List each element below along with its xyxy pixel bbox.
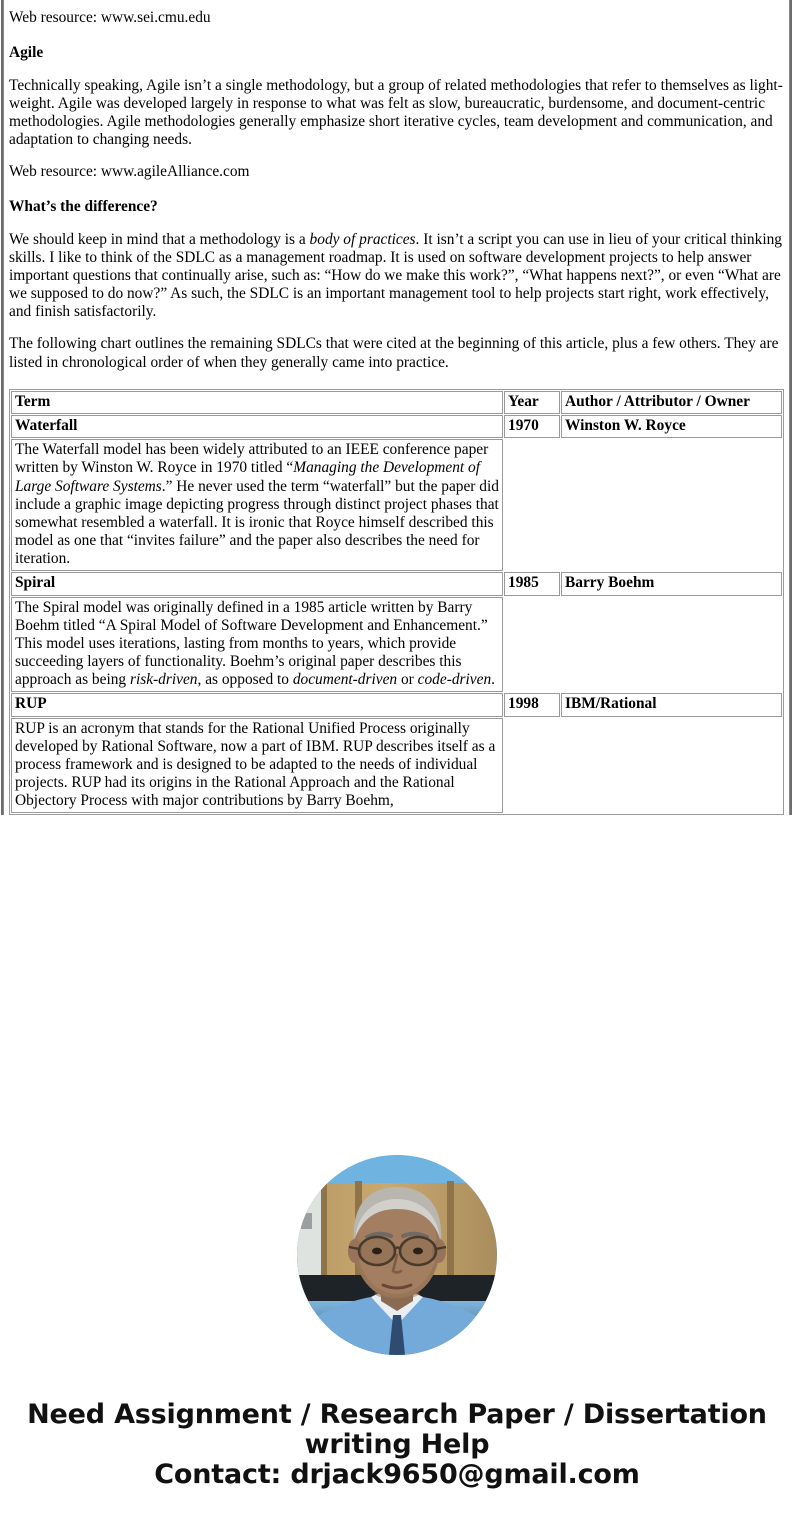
promo-line-3: Contact: drjack9650@gmail.com: [154, 1459, 640, 1491]
text-run: We should keep in mind that a methodology is a: [9, 230, 310, 248]
table-row-description: [11, 597, 782, 693]
promo-line-2: writing Help: [304, 1429, 490, 1461]
promo-line-1: Need Assignment / Research Paper / Dissertation: [27, 1399, 767, 1430]
table-row: [11, 415, 782, 438]
paragraph-web-resource-sei: Web resource: www.sei.cmu.edu: [9, 9, 211, 27]
table-cell-author: IBM/Rational: [561, 693, 782, 716]
table-cell-term: Waterfall: [11, 415, 503, 438]
text-run: The Spiral model was originally defined in a 1985 article written by Barry Boehm titled “A Spiral Model of Software Development and Enhancement.” This model uses iterations, lasting from months to years, which provide succeeding layers of functionality. Boehm’s original paper describes this approach as being: [15, 598, 488, 689]
sdlc-table: [9, 389, 784, 816]
table-row-description: [11, 439, 782, 571]
text-run: . It isn’t a script you can use in lieu of your critical thinking skills. I like to think of the SDLC as a management roadmap. It is used on software development projects to help answer important questions that continually arise, such as: “How do we make this work?”, “What happens next?”, or even “What are we supposed to do now?” As such, the SDLC is an important management tool to help projects start right, work effectively, and finish satisfactorily.: [9, 230, 782, 321]
table-cell-description: RUP is an acronym that stands for the Rational Unified Process originally developed by Rational Software, now a part of IBM. RUP describes itself as a process framework and is designed to be adapted to the needs of individual projects. RUP had its origins in the Rational Approach and the Rational Objectory Process with major contributions by Barry Boehm,: [11, 718, 503, 814]
table-cell-year: 1985: [504, 572, 560, 595]
text-run-italic: risk-driven: [129, 671, 198, 689]
table-cell-description: [11, 597, 503, 693]
text-run: or: [397, 671, 418, 689]
text-run: , as opposed to: [197, 671, 293, 689]
text-run: .: [491, 671, 495, 689]
document-page: [3, 0, 790, 815]
table-cell-term: RUP: [11, 693, 503, 716]
profile-photo-icon: [297, 1155, 497, 1355]
table-row: [11, 693, 782, 716]
table-cell-empty-year: [504, 597, 560, 693]
heading-agile: Agile: [9, 44, 44, 62]
document-frame: [1, 0, 792, 815]
heading-whats-the-difference: What’s the difference?: [9, 198, 158, 216]
table-cell-author: Barry Boehm: [561, 572, 782, 595]
footer-block: [0, 1101, 794, 1523]
table-row: [11, 572, 782, 595]
table-cell-empty-author: [561, 718, 782, 814]
text-run: The Waterfall model has been widely attributed to an IEEE conference paper written by Winston W. Royce in 1970 titled “: [15, 441, 489, 477]
text-run: .” He never used the term “waterfall” but the paper did include a graphic image depicting progress through distinct project phases that somewhat resembled a waterfall. It is ironic that Royce himself described this model as one that “invites failure” and the paper also describes the need for iteration.: [15, 477, 499, 568]
table-header-year: Year: [504, 391, 560, 414]
paragraph-web-resource-agile: Web resource: www.agileAlliance.com: [9, 163, 250, 181]
paragraph-methodology-definition: [9, 231, 784, 322]
table-header-row: [11, 391, 782, 414]
text-run-italic: document-driven: [292, 671, 398, 689]
table-cell-year: 1970: [504, 415, 560, 438]
author-avatar: [297, 1155, 497, 1355]
table-header-term: Term: [11, 391, 503, 414]
paragraph-agile: Technically speaking, Agile isn’t a single methodology, but a group of related methodologies that refer to themselves as light-weight. Agile was developed largely in response to what was felt as slow, bureaucratic, burdensome, and document-centric methodologies. Agile methodologies generally emphasize short iterative cycles, team development and communication, and adaptation to changing needs.: [9, 76, 783, 149]
text-run-italic: body of practices: [309, 230, 416, 248]
text-run-italic: Managing the Development of Large Software Systems: [15, 459, 481, 495]
table-cell-author: Winston W. Royce: [561, 415, 782, 438]
table-cell-description: [11, 439, 503, 571]
table-cell-term: Spiral: [11, 572, 503, 595]
text-run-italic: code-driven: [417, 671, 492, 689]
promo-text: [0, 1400, 794, 1491]
table-row-description: [11, 718, 782, 814]
table-cell-empty-year: [504, 718, 560, 814]
table-cell-empty-author: [561, 439, 782, 571]
table-cell-year: 1998: [504, 693, 560, 716]
table-header-author: Author / Attributor / Owner: [561, 391, 782, 414]
paragraph-chart-intro: The following chart outlines the remaining SDLCs that were cited at the beginning of this article, plus a few others. They are listed in chronological order of when they generally came into practice.: [9, 335, 779, 371]
table-cell-empty-year: [504, 439, 560, 571]
table-cell-empty-author: [561, 597, 782, 693]
